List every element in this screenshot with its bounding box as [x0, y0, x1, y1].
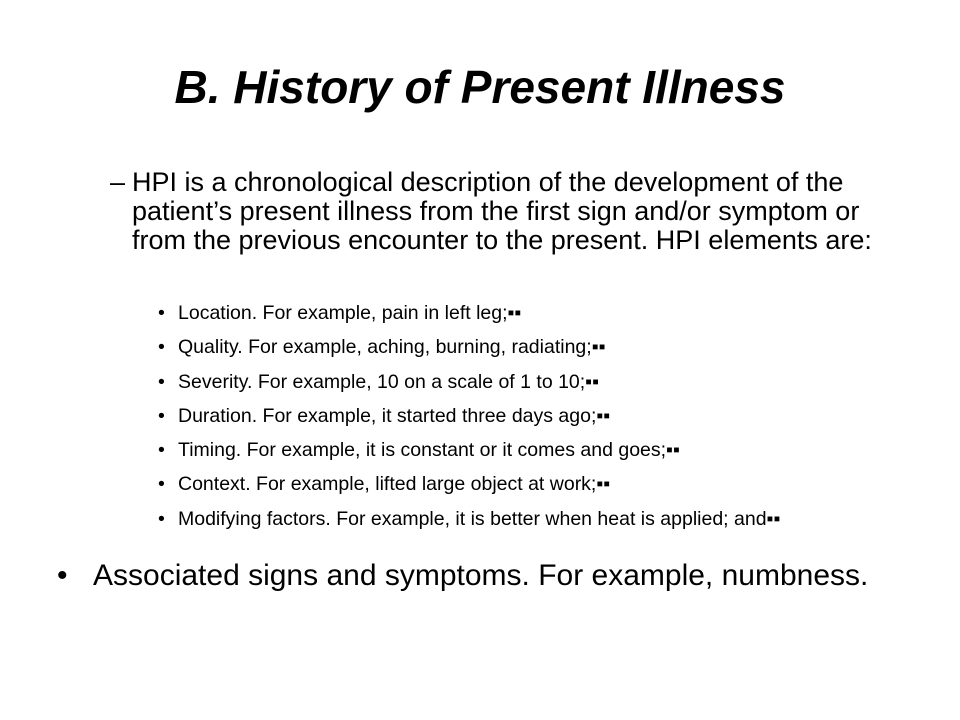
list-item-location [158, 302, 898, 324]
list-item-quality [158, 336, 898, 359]
bullet-icon: • [158, 370, 165, 393]
list-item-context [158, 473, 898, 496]
list-item-text: Context. For example, lifted large object at work;▪▪ [178, 473, 611, 496]
dash-marker: – [110, 167, 126, 197]
list-item-text: Modifying factors. For example, it is better when heat is applied; and▪▪ [178, 507, 781, 530]
list-item-duration [158, 404, 898, 427]
associated-signs-text: Associated signs and symptoms. For example, numbness. [93, 559, 869, 592]
associated-signs-item [57, 559, 893, 592]
hpi-definition [110, 167, 912, 255]
list-item-text: Duration. For example, it started three days ago;▪▪ [178, 404, 611, 427]
bullet-icon: • [158, 473, 165, 496]
list-item-text: Timing. For example, it is constant or it comes and goes;▪▪ [178, 439, 680, 462]
bullet-icon: • [158, 507, 165, 530]
bullet-icon: • [158, 404, 165, 427]
list-item-text: Quality. For example, aching, burning, radiating;▪▪ [178, 336, 606, 359]
bullet-icon: • [57, 559, 68, 592]
list-item-text: Location. For example, pain in left leg;▪▪ [178, 302, 522, 324]
bullet-icon: • [158, 302, 165, 324]
list-item-modifying-factors [158, 507, 898, 530]
slide-title: B. History of Present Illness [174, 61, 786, 113]
bullet-icon: • [158, 336, 165, 359]
bullet-icon: • [158, 439, 165, 462]
hpi-definition-text: HPI is a chronological description of the development of the patient’s present illness from the first sign and/or symptom or from the previous encounter to the present. HPI elements are: [132, 167, 872, 255]
list-item-text: Severity. For example, 10 on a scale of 1 to 10;▪▪ [178, 370, 600, 393]
list-item-timing [158, 439, 898, 462]
list-item-severity [158, 370, 898, 393]
hpi-elements-list [158, 302, 898, 530]
